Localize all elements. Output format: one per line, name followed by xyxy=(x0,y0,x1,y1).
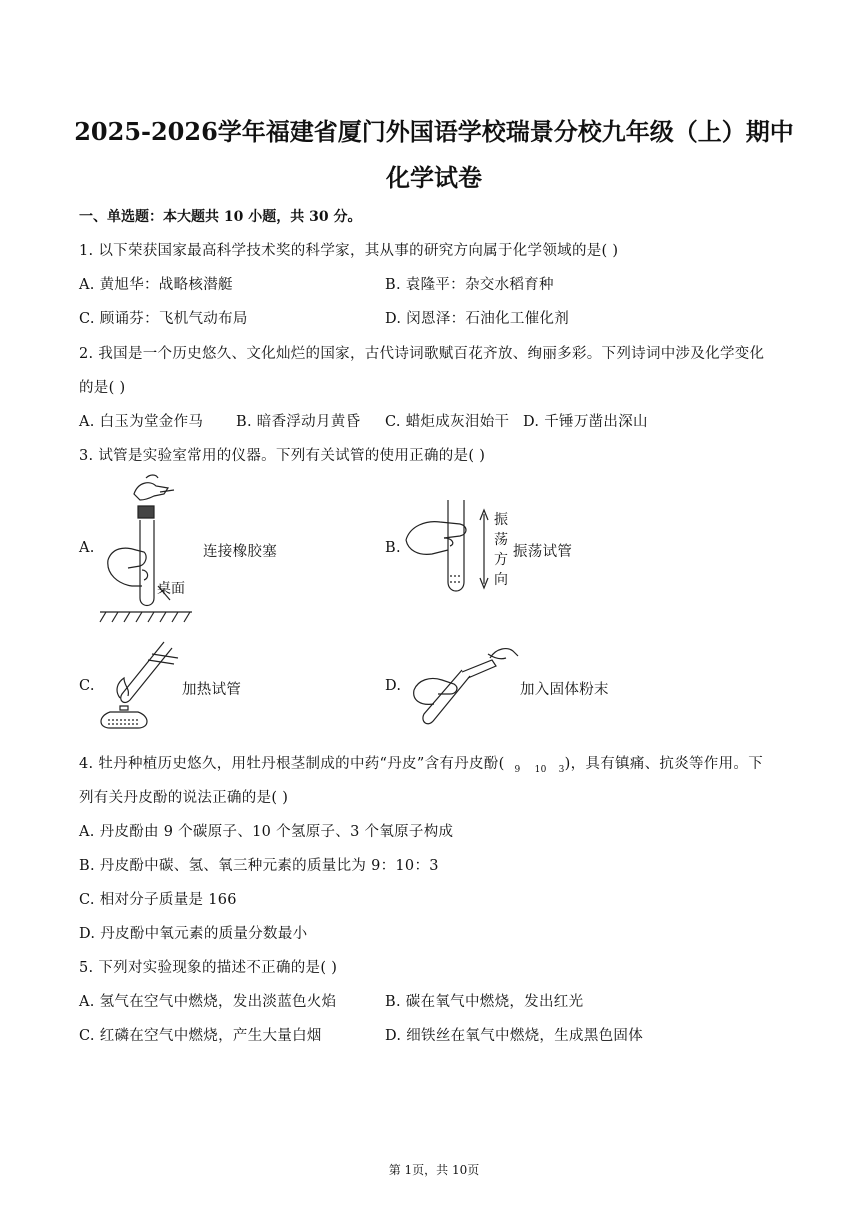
q3-b-direction-char: 向 xyxy=(494,572,508,588)
q3-option-c-figure xyxy=(94,640,184,730)
q2-option-d: D. 千锤万凿出深山 xyxy=(523,414,648,430)
q3-option-d-figure xyxy=(404,640,520,730)
page-footer: 第 1页，共 10页 xyxy=(388,1163,480,1177)
q3-b-direction-char: 振 xyxy=(494,512,508,528)
q5-stem: 5. 下列对实验现象的描述不正确的是( ) xyxy=(79,960,338,976)
q3-option-d-label: D. xyxy=(385,678,402,694)
q3-option-b-text: 振荡试管 xyxy=(513,544,573,560)
q2-stem-line1: 2. 我国是一个历史悠久、文化灿烂的国家，古代诗词歌赋百花齐放、绚丽多彩。下列诗词中涉及化学变化 xyxy=(79,346,765,362)
q4-stem-part1: 4. 牡丹种植历史悠久，用牡丹根茎制成的中药“丹皮”含有丹皮酚( xyxy=(79,756,505,772)
q3-option-a-label: A. xyxy=(79,540,95,556)
q3-stem: 3. 试管是实验室常用的仪器。下列有关试管的使用正确的是( ) xyxy=(79,448,486,464)
q3-b-direction-label xyxy=(492,510,510,590)
q3-option-c-text: 加热试管 xyxy=(182,682,242,698)
q4-stem-line1 xyxy=(79,752,763,773)
q5-option-b: B. 碳在氧气中燃烧，发出红光 xyxy=(385,994,584,1010)
q1-option-c: C. 顾诵芬：飞机气动布局 xyxy=(79,311,248,327)
q4-formula-sub-c: 9 xyxy=(514,765,521,775)
q4-option-c: C. 相对分子质量是 166 xyxy=(79,892,237,908)
q4-option-a: A. 丹皮酚由 9 个碳原子、10 个氢原子、3 个氧原子构成 xyxy=(79,824,454,840)
q5-option-c: C. 红磷在空气中燃烧，产生大量白烟 xyxy=(79,1028,322,1044)
page-title-line2: 化学试卷 xyxy=(386,163,482,192)
q1-stem: 1. 以下荣获国家最高科学技术奖的科学家，其从事的研究方向属于化学领域的是( ) xyxy=(79,243,619,259)
q3-b-direction-char: 方 xyxy=(494,552,508,568)
q3-a-figure-label: 桌面 xyxy=(157,581,185,597)
q4-stem-part2: )，具有镇痛、抗炎等作用。下 xyxy=(564,756,764,772)
q4-formula-sub-h: 10 xyxy=(534,765,547,775)
page-title-line1: 2025-2026学年福建省厦门外国语学校瑞景分校九年级（上）期中 xyxy=(74,117,794,146)
q3-option-d-text: 加入固体粉末 xyxy=(520,682,609,698)
q3-option-c-label: C. xyxy=(79,678,95,694)
q2-stem-line2: 的是( ) xyxy=(79,380,126,396)
q2-option-c: C. 蜡炬成灰泪始干 xyxy=(385,414,510,430)
q5-option-d: D. 细铁丝在氧气中燃烧，生成黑色固体 xyxy=(385,1028,644,1044)
q4-option-d: D. 丹皮酚中氧元素的质量分数最小 xyxy=(79,926,308,942)
q4-stem-line2: 列有关丹皮酚的说法正确的是( ) xyxy=(79,790,289,806)
q3-option-b-label: B. xyxy=(385,540,401,556)
section-heading: 一、单选题：本大题共 10 小题，共 30 分。 xyxy=(79,209,362,225)
q3-b-direction-char: 荡 xyxy=(494,532,508,548)
q5-option-a: A. 氢气在空气中燃烧，发出淡蓝色火焰 xyxy=(79,994,337,1010)
q4-option-b: B. 丹皮酚中碳、氢、氧三种元素的质量比为 9：10：3 xyxy=(79,858,439,874)
q3-option-a-text: 连接橡胶塞 xyxy=(203,544,277,560)
q2-option-b: B. 暗香浮动月黄昏 xyxy=(236,414,361,430)
q1-option-d: D. 闵恩泽：石油化工催化剂 xyxy=(385,311,570,327)
q1-option-a: A. 黄旭华：战略核潜艇 xyxy=(79,277,233,293)
q4-formula-sub-o: 3 xyxy=(558,765,565,775)
q2-option-a: A. 白玉为堂金作马 xyxy=(79,414,204,430)
q3-option-a-figure xyxy=(98,474,198,626)
q1-option-b: B. 袁隆平：杂交水稻育种 xyxy=(385,277,554,293)
